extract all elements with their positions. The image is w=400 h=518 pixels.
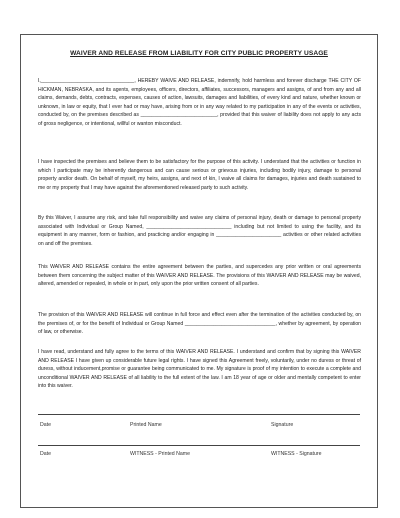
- signature-printed-name-label: Printed Name: [130, 422, 162, 428]
- paragraph-entire-agreement: This WAIVER AND RELEASE contains the entire agreement between the parties, and supercedes any prior written or oral agreements between them concerning the subject matter of this WAIVER AND RELEASE. The provisions of this WAIVER AND RELEASE may be waived, altered, amended or repealed, in whole or in part, only upon the prior written consent of all parties.: [38, 264, 361, 287]
- paragraph-release-clause: I,_________________________________, HEREBY WAIVE AND RELEASE, indemnify, hold harmless and forever discharge THE CITY OF HICKMAN, NEBRASKA, and its agents, employees, officers, directors, affiliates, successors, managers and assigns, of and from any and all claims, demands, debts, contracts, expenses, causes of action, lawsuits, damages and liabilities, of every kind and nature, whether known or unknown, in law or equity, that I ever had or may have, arising from or in any way related to my participation in any of the events or activities, conducted by, on the premises described as ___________________________, provided that this waiver of liability does not apply to any acts of gross negligence, or intentional, willful or wanton misconduct.: [38, 78, 361, 127]
- signature-label: Signature: [271, 422, 294, 428]
- paragraph-survival-clause: The provision of this WAIVER AND RELEASE will continue in full force and effect even after the termination of the activities conducted by, on the premises of, or for the benefit of Individual or Group Named ________________________________, whether by agreement, by operation of law, or otherwise.: [38, 312, 361, 335]
- witness-printed-name-label: WITNESS - Printed Name: [130, 451, 190, 457]
- signature-line: [38, 414, 360, 415]
- witness-signature-label: WITNESS - Signature: [271, 451, 322, 457]
- document-title: WAIVER AND RELEASE FROM LIABILITY FOR CITY PUBLIC PROPERTY USAGE: [70, 50, 328, 57]
- signature-date-label: Date: [40, 422, 51, 428]
- paragraph-inspection-clause: I have inspected the premises and believe them to be satisfactory for the purpose of this activity. I understand that the activities or function in which I participate may be inherently dangerous and can cause serious or grievous injuries, including bodily injury, damage to personal property and/or death. On behalf of myself, my heirs, assigns, and next of kin, I waive all claims for damages, injuries and death sustained to me or my property that I may have against the aforementioned released party to such activity.: [38, 159, 361, 191]
- witness-date-label: Date: [40, 451, 51, 457]
- paragraph-acknowledgement: I have read, understand and fully agree to the terms of this WAIVER AND RELEASE. I understand and confirm that by signing this WAIVER AND RELEASE I have given up considerable future legal rights. I have signed this Agreement freely, voluntarily, under no duress or threat of duress, without inducement,promise or guarantee being communicated to me. My signature is proof of my intention to execute a complete and unconditional WAIVER AND RELEASE of all liability to the full extent of the law. I am 18 year of age or older and mentally competent to enter into this waiver.: [38, 349, 361, 389]
- witness-signature-line: [38, 445, 360, 446]
- paragraph-assumption-of-risk: By this Waiver, I assume any risk, and take full responsibility and waive any claims of personal injury, death or damage to personal property associated with Individual or Group Named, ______________________________ including but not limited to using the facility, and its equipment in any manner, form or fashion, and practicing and/or engaging in _______________________ activities or other related activities on and off the premises.: [38, 215, 361, 247]
